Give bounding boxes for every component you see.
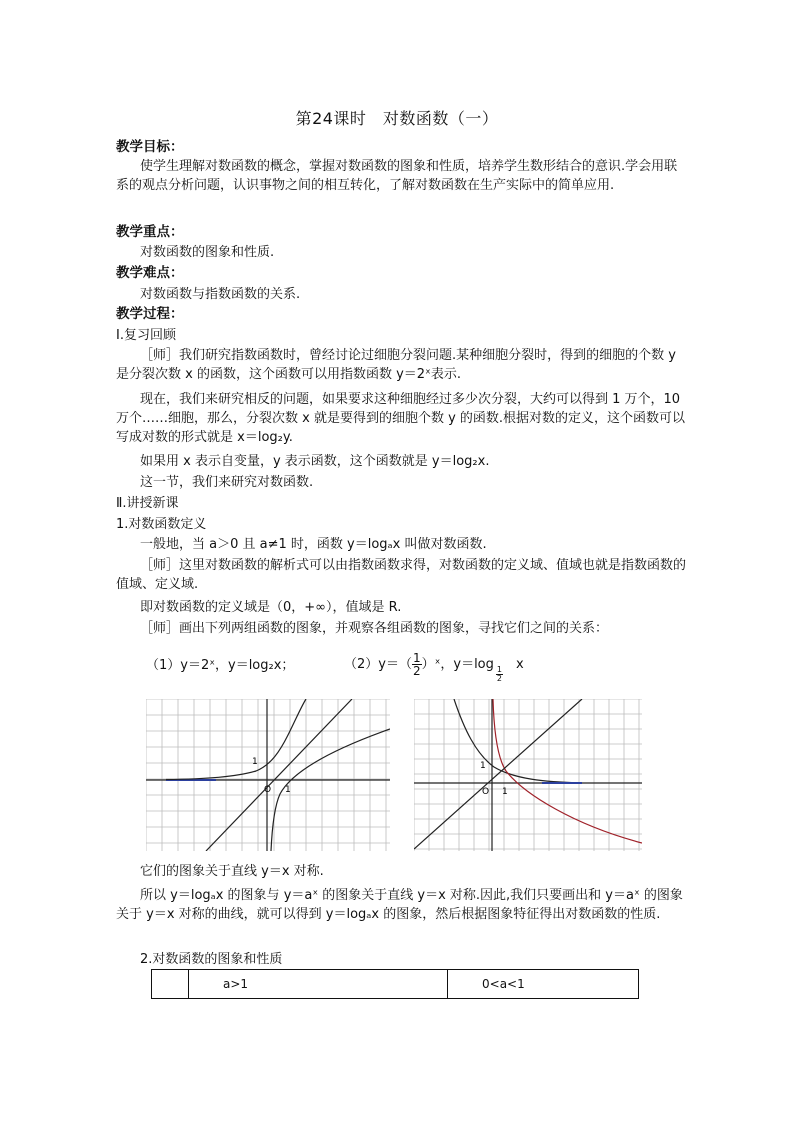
graph-1 <box>146 699 390 851</box>
process-heading: 教学过程： <box>116 306 184 322</box>
graph-1-label-y-one: 1 <box>252 757 258 767</box>
paragraph-5: 一般地，当 a＞0 且 a≠1 时，函数 y＝logₐx 叫做对数函数. <box>140 537 487 552</box>
paragraph-4: 这一节，我们来研究对数函数. <box>140 475 314 490</box>
graph-2-curve-logarithm <box>493 699 642 843</box>
paragraph-8: ［师］画出下列两组函数的图象，并观察各组函数的图象，寻找它们之间的关系： <box>140 621 609 636</box>
difficulty-text: 对数函数与指数函数的关系. <box>140 287 301 302</box>
paragraph-6: ［师］这里对数函数的解析式可以由指数函数求得，对数函数的定义域、值域也就是指数函数的值域、定义域. <box>116 558 687 592</box>
goal-text: 使学生理解对数函数的概念，掌握对数函数的图象和性质，培养学生数形结合的意识.学会用联系的观点分析问题，认识事物之间的相互转化，了解对数函数在生产实际中的简单应用. <box>116 159 678 193</box>
review-heading: Ⅰ.复习回顾 <box>116 328 176 343</box>
new-lesson-heading: Ⅱ.讲授新课 <box>116 496 179 511</box>
table-header-a-greater-1: a>1 <box>189 970 448 999</box>
key-text: 对数函数的图象和性质. <box>140 245 275 260</box>
group2-middle: ）ˣ，y＝log <box>421 657 494 672</box>
graph-1-line-y-equals-x <box>206 699 352 851</box>
log-base-denominator: 2 <box>496 674 502 683</box>
paragraph-10: 所以 y＝logₐx 的图象与 y＝aˣ 的图象关于直线 y＝x 对称.因此,我们只要画出和 y＝aˣ 的图象关于 y＝x 对称的曲线，就可以得到 y＝logₐx 的图象，然后根据图象特征得出对数函数的性质. <box>116 888 683 922</box>
graph-2-curve-exponential <box>454 699 582 783</box>
fraction-denominator: 2 <box>412 664 421 678</box>
graph-2-label-x-one: 1 <box>502 787 508 797</box>
goal-heading: 教学目标： <box>116 139 184 155</box>
graph-2 <box>414 699 642 851</box>
function-group-2 <box>344 651 794 683</box>
table-cell-empty <box>152 970 189 999</box>
paragraph-3: 如果用 x 表示自变量，y 表示函数，这个函数就是 y＝log₂x. <box>140 454 490 469</box>
table-header-a-between-0-1: 0<a<1 <box>448 970 639 999</box>
difficulty-heading: 教学难点： <box>116 265 184 281</box>
paragraph-1: ［师］我们研究指数函数时，曾经讨论过细胞分裂问题.某种细胞分裂时，得到的细胞的个数 y 是分裂次数 x 的函数，这个函数可以用指数函数 y＝2ˣ表示. <box>116 348 676 382</box>
properties-table <box>151 969 639 999</box>
table-row <box>152 970 639 999</box>
graph-1-label-x-one: 1 <box>285 785 291 795</box>
properties-heading: 2.对数函数的图象和性质 <box>140 952 283 967</box>
definition-heading: 1.对数函数定义 <box>116 517 207 532</box>
paragraph-7: 即对数函数的定义域是（0，+∞），值域是 R. <box>140 600 402 615</box>
paragraph-2: 现在，我们来研究相反的问题，如果要求这种细胞经过多少次分裂，大约可以得到 1 万个，10 万个……细胞，那么，分裂次数 x 就是要得到的细胞个数 y 的函数.根据对数的定义，这个函数可以写成对数的形式就是 x＝log₂y. <box>116 392 686 445</box>
paragraph-9: 它们的图象关于直线 y＝x 对称. <box>140 864 324 879</box>
graph-2-grid <box>414 699 642 851</box>
graph-2-label-y-one: 1 <box>480 761 486 771</box>
log-base-numerator: 1 <box>496 665 502 674</box>
graph-2-label-origin: O <box>482 787 490 797</box>
graph-1-label-origin: O <box>264 785 272 795</box>
key-heading: 教学重点： <box>116 224 184 240</box>
page-title: 第24课时 对数函数（一） <box>295 109 499 128</box>
fraction-half <box>412 652 422 677</box>
group2-end: x <box>511 657 524 672</box>
graph-1-curve-exponential <box>166 699 306 780</box>
graph-1-grid <box>146 699 390 851</box>
group2-prefix: （2）y＝（ <box>344 657 412 672</box>
function-group-1: （1）y＝2ˣ，y＝log₂x； <box>146 658 295 673</box>
log-base-fraction <box>496 666 503 683</box>
fraction-numerator: 1 <box>412 651 421 665</box>
